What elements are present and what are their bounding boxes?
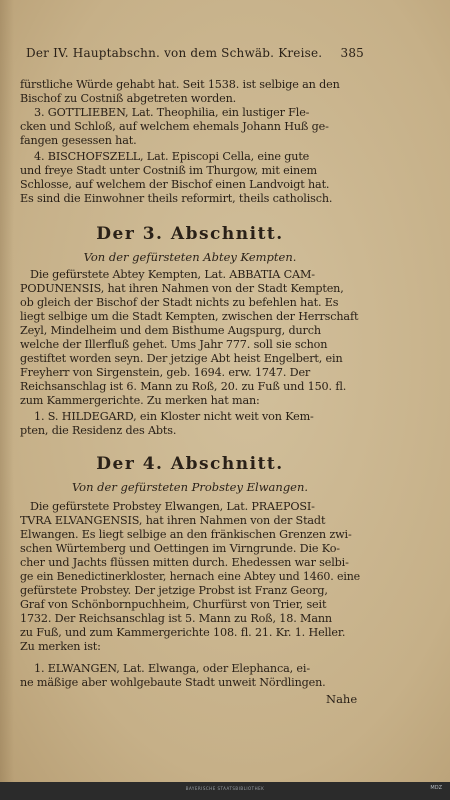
text-line: Reichsanschlag ist 6. Mann zu Roß, 20. zu Fuß und 150. fl. [20,380,347,393]
text-line: Zu merken ist: [20,640,101,653]
running-header [26,46,364,60]
section-3-heading: Der 3. Abschnitt. [96,224,284,244]
text-line: welche der Illerfluß gehet. Ums Jahr 777. soll sie schon [20,338,328,351]
text-line: zu Fuß, und zum Kammergerichte 108. fl. 21. Kr. 1. Heller. [20,626,346,639]
text-line: fürstliche Würde gehabt hat. Seit 1538. ist selbige an den [20,78,340,91]
library-logo: MDZ [430,785,442,791]
section-4-subheading: Von der gefürsteten Probstey Elwangen. [71,480,309,494]
text-line: zum Kammergerichte. Zu merken hat man: [20,394,260,407]
footer-credit: BAYERISCHE STAATSBIBLIOTHEK [185,786,265,791]
text-line: Es sind die Einwohner theils reformirt, theils catholisch. [20,192,333,205]
text-line: Zeyl, Mindelheim und dem Bisthume Augspurg, durch [20,324,321,337]
text-line: TVRA ELVANGENSIS, hat ihren Nahmen von der Stadt [20,514,326,527]
page-number: 385 [340,46,364,60]
text-line: cher und Jachts flüssen mitten durch. Ehedessen war selbi- [20,556,349,569]
text-line: 1732. Der Reichsanschlag ist 5. Mann zu Roß, 18. Mann [20,612,332,625]
text-line: PODUNENSIS, hat ihren Nahmen von der Stadt Kempten, [20,282,344,295]
text-line: und freye Stadt unter Costniß im Thurgow, mit einem [20,164,317,177]
section-4-heading: Der 4. Abschnitt. [96,454,284,474]
text-line: ge ein Benedictinerkloster, hernach eine Abtey und 1460. eine [20,570,361,583]
text-line: ob gleich der Bischof der Stadt nichts zu befehlen hat. Es [20,296,339,309]
text-line: gefürstete Probstey. Der jetzige Probst ist Franz Georg, [20,584,328,597]
running-head: Der IV. Hauptabschn. von dem Schwäb. Kreise. [26,46,323,60]
viewer-footer [0,782,450,800]
text-line: Freyherr von Sirgenstein, geb. 1694. erw. 1747. Der [20,366,311,379]
text-line: cken und Schloß, auf welchem ehemals Johann Huß ge- [20,120,329,133]
catchword: Nahe [326,692,358,706]
text-line: 1. S. HILDEGARD, ein Kloster nicht weit von Kem- [34,410,314,423]
text-line: Die gefürstete Abtey Kempten, Lat. ABBATIA CAM- [30,268,315,281]
text-line: 3. GOTTLIEBEN, Lat. Theophilia, ein lustiger Fle- [34,106,310,119]
section-3-subheading: Von der gefürsteten Abtey Kempten. [83,250,297,264]
text-line: Elwangen. Es liegt selbige an den fränkischen Grenzen zwi- [20,528,352,541]
text-line: Die gefürstete Probstey Elwangen, Lat. PRAEPOSI- [30,500,315,513]
text-line: 4. BISCHOFSZELL, Lat. Episcopi Cella, eine gute [34,150,310,163]
text-line: Bischof zu Costniß abgetreten worden. [20,92,237,105]
text-line: fangen gesessen hat. [20,134,137,147]
text-line: ne mäßige aber wohlgebaute Stadt unweit Nördlingen. [20,676,326,689]
text-line: pten, die Residenz des Abts. [20,424,177,437]
text-line: Schlosse, auf welchem der Bischof einen Landvoigt hat. [20,178,330,191]
text-line: 1. ELWANGEN, Lat. Elwanga, oder Elephanca, ei- [34,662,310,675]
text-line: gestiftet worden seyn. Der jetzige Abt heist Engelbert, ein [20,352,343,365]
text-line: Graf von Schönbornpuchheim, Churfürst von Trier, seit [20,598,327,611]
text-line: schen Würtemberg und Oettingen im Virngrunde. Die Ko- [20,542,340,555]
text-line: liegt selbige um die Stadt Kempten, zwischen der Herrschaft [20,310,359,323]
